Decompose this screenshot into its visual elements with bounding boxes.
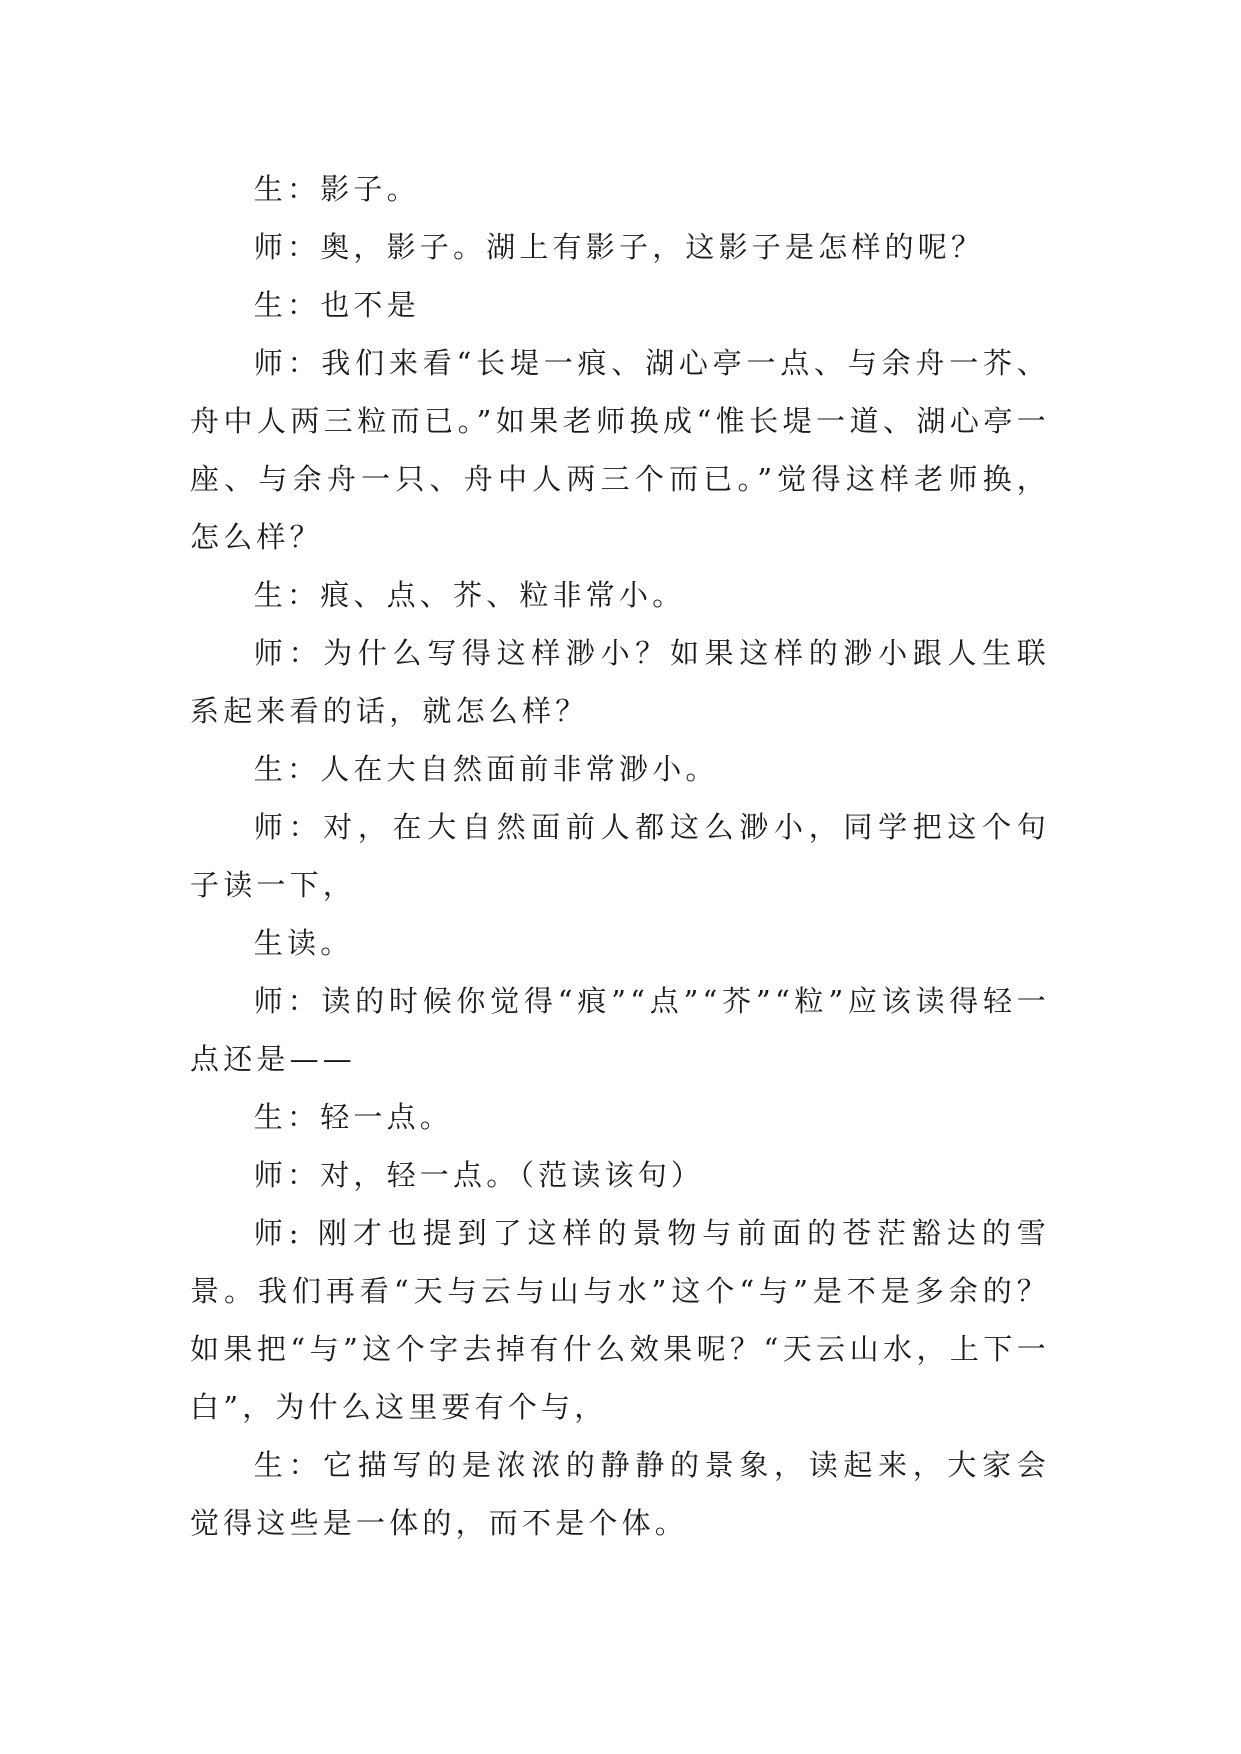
paragraph: 师：为什么写得这样渺小？如果这样的渺小跟人生联系起来看的话，就怎么样？: [190, 636, 1050, 728]
paragraph: 师: 刚才也提到了这样的景物与前面的苍茫豁达的雪景。我们再看“天与云与山与水”这个“与”是不是多余的？如果把“与”这个字去掉有什么效果呢？“天云山水，上下一白”，为什么这里要有个与，: [190, 1216, 1050, 1424]
document-body: [190, 160, 1050, 1552]
paragraph: 师：奥，影子。湖上有影子，这影子是怎样的呢？: [253, 230, 985, 264]
paragraph: 师：对，在大自然面前人都这么渺小，同学把这个句子读一下，: [190, 810, 1050, 902]
paragraph: 生：影子。: [253, 172, 420, 206]
paragraph: 师：对，轻一点。（范读该句）: [253, 1158, 705, 1192]
paragraph: 生读。: [253, 926, 354, 960]
paragraph: 师：我们来看“长堤一痕、湖心亭一点、与余舟一芥、舟中人两三粒而已。”如果老师换成“惟长堤一道、湖心亭一座、与余舟一只、舟中人两三个而已。”觉得这样老师换，怎么样？: [190, 346, 1050, 554]
paragraph: 生：也不是: [253, 288, 420, 322]
paragraph: 生：人在大自然面前非常渺小。: [253, 752, 719, 786]
paragraph: 生：痕、点、芥、粒非常小。: [253, 578, 686, 612]
paragraph: 师：读的时候你觉得“痕”“点”“芥”“粒”应该读得轻一点还是——: [190, 984, 1050, 1076]
paragraph: 生：轻一点。: [253, 1100, 453, 1134]
paragraph: 生：它描写的是浓浓的静静的景象，读起来，大家会觉得这些是一体的，而不是个体。: [190, 1448, 1050, 1540]
